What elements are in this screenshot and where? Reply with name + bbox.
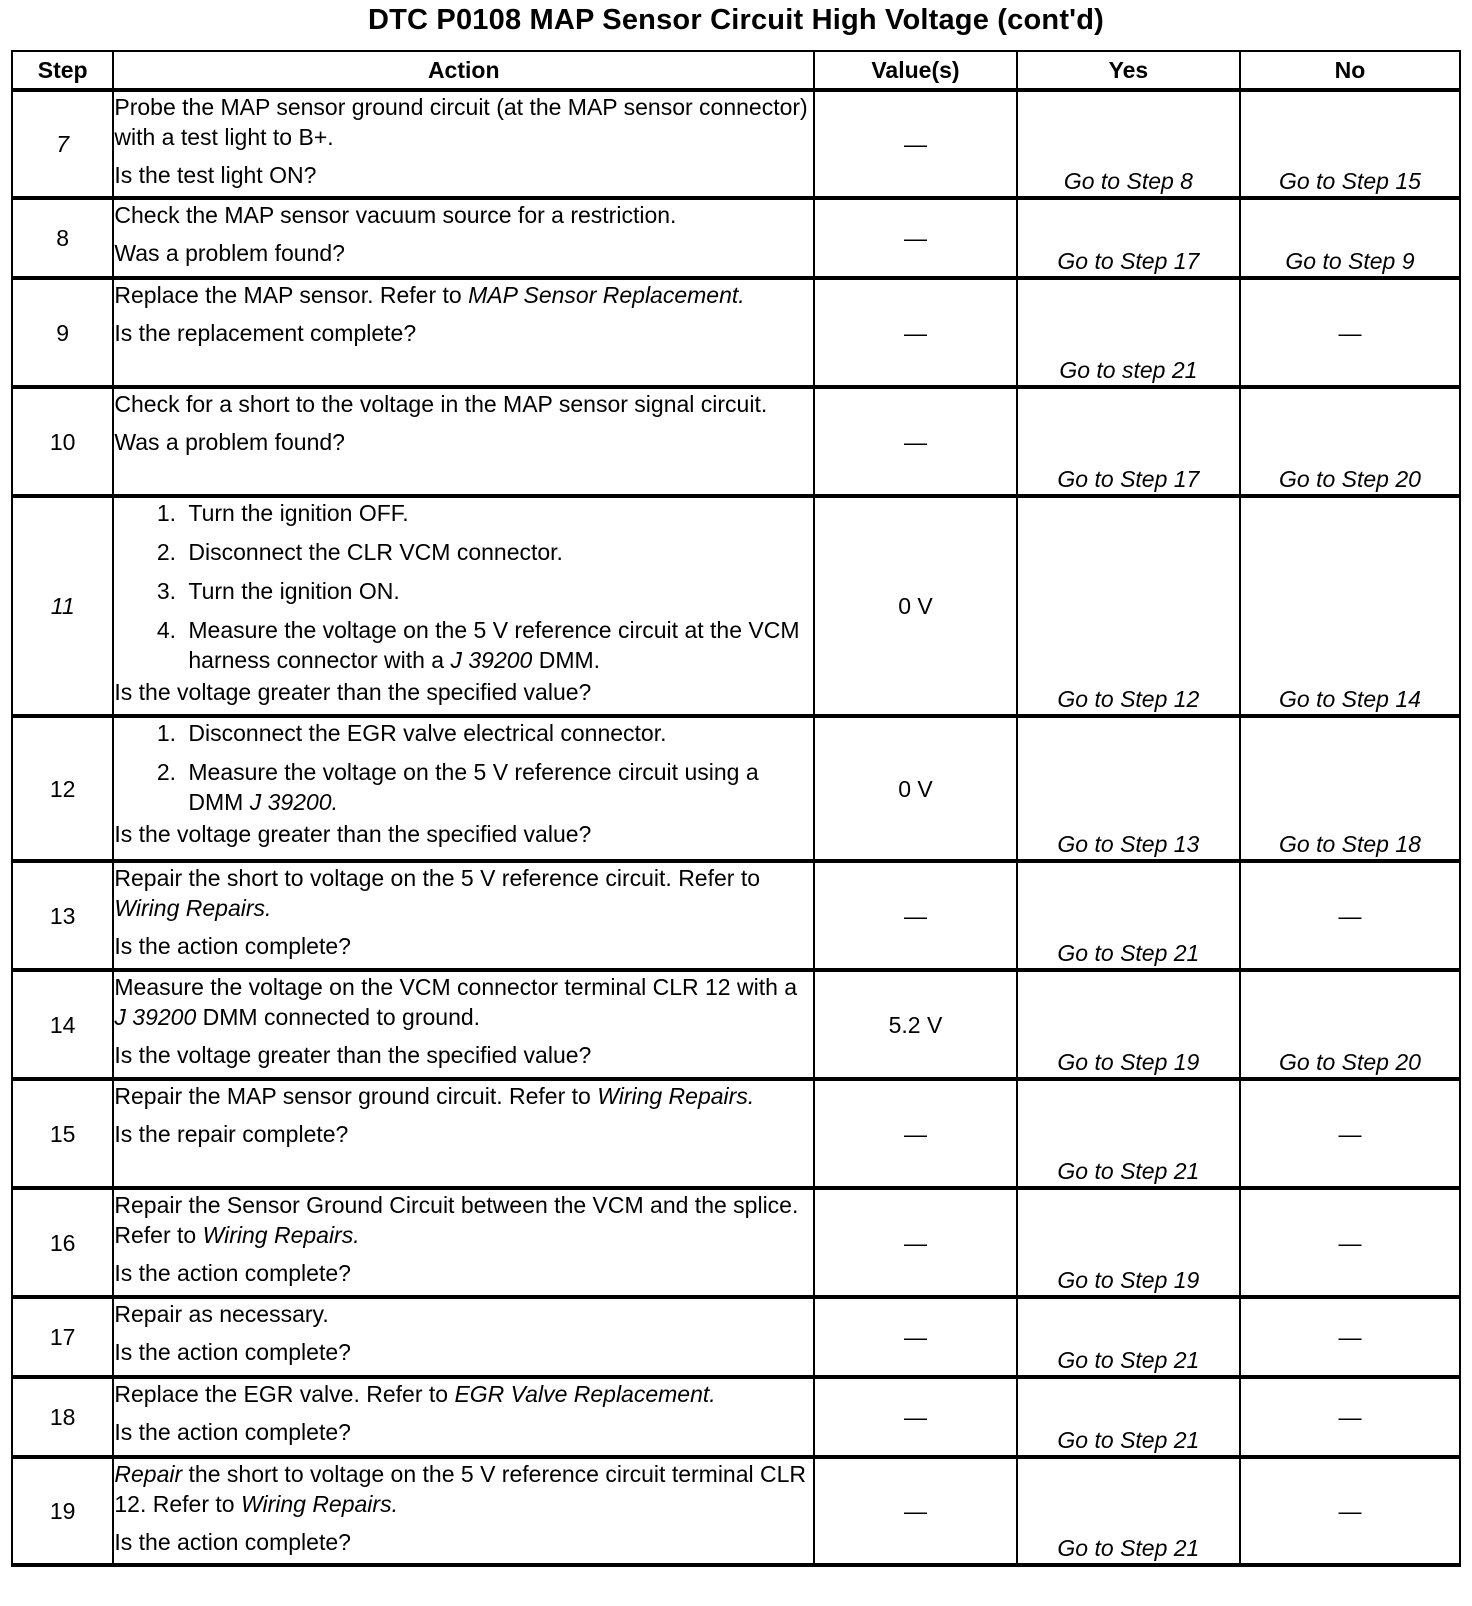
no-cell: Go to Step 18 [1240,716,1460,861]
step-number: 17 [12,1297,113,1377]
action-question: Is the action complete? [114,1419,351,1445]
step-number: 7 [12,90,113,198]
step-number: 18 [12,1377,113,1457]
action-text [114,1081,813,1111]
action-question: Was a problem found? [114,240,345,266]
value-cell: — [814,1377,1017,1457]
action-reference: Wiring Repairs. [114,895,272,921]
step-number: 15 [12,1079,113,1188]
yes-cell: Go to Step 13 [1017,716,1240,861]
procedure-item [182,615,813,675]
action-text-main: Repair the Sensor Ground Circuit between the VCM and the splice. Refer to [114,1192,799,1248]
yes-cell: Go to Step 21 [1017,1297,1240,1377]
diagnostic-table [11,50,1461,1567]
step-number: 14 [12,970,113,1079]
yes-cell: Go to Step 19 [1017,970,1240,1079]
tool-reference: J 39200. [249,789,338,815]
action-cell [113,1297,814,1377]
table-row [12,970,1460,1079]
table-row [12,1297,1460,1377]
header-yes: Yes [1017,51,1240,90]
action-text-main: Replace the EGR valve. Refer to [114,1381,449,1407]
table-row [12,496,1460,716]
action-question: Is the repair complete? [114,1121,349,1147]
action-reference: Wiring Repairs. [597,1083,755,1109]
action-text-tail: DMM connected to ground. [202,1004,481,1030]
yes-cell: Go to Step 19 [1017,1188,1240,1297]
table-row [12,90,1460,198]
procedure-list [114,498,813,675]
yes-cell: Go to Step 21 [1017,1377,1240,1457]
step-number: 12 [12,716,113,861]
header-values: Value(s) [814,51,1017,90]
action-text: Probe the MAP sensor ground circuit (at the MAP sensor connector) with a test light to B+. [114,94,808,150]
action-question: Is the voltage greater than the specified value? [114,679,592,705]
action-cell [113,278,814,387]
value-cell: — [814,861,1017,970]
action-question: Is the voltage greater than the specified value? [114,1042,592,1068]
action-text-main: Replace the MAP sensor. Refer to [114,282,462,308]
header-action: Action [113,51,814,90]
procedure-item: 2. Disconnect the CLR VCM connector. [182,537,813,567]
yes-cell: Go to Step 21 [1017,1457,1240,1565]
yes-cell: Go to Step 17 [1017,387,1240,496]
procedure-item: 1. Disconnect the EGR valve electrical connector. [182,718,813,748]
action-question: Is the action complete? [114,1529,351,1555]
action-cell [113,716,814,861]
no-cell: — [1240,1188,1460,1297]
action-text [114,972,813,1032]
action-text-main: Measure the voltage on the VCM connector terminal CLR 12 with a [114,974,798,1000]
no-cell: Go to Step 15 [1240,90,1460,198]
procedure-item: 1. Turn the ignition OFF. [182,498,813,528]
step-number: 9 [12,278,113,387]
action-cell [113,1188,814,1297]
tool-reference: J 39200 [450,647,533,673]
yes-cell: Go to Step 12 [1017,496,1240,716]
action-cell [113,1377,814,1457]
yes-cell: Go to step 21 [1017,278,1240,387]
yes-cell: Go to Step 17 [1017,198,1240,278]
value-cell: — [814,1079,1017,1188]
action-question: Is the replacement complete? [114,320,417,346]
procedure-item: 3. Turn the ignition ON. [182,576,813,606]
action-reference: EGR Valve Replacement. [454,1381,716,1407]
value-cell: — [814,387,1017,496]
table-row [12,278,1460,387]
action-text-lead: Repair [114,1461,183,1487]
procedure-list [114,718,813,817]
action-cell [113,90,814,198]
value-cell: — [814,1297,1017,1377]
action-question: Is the action complete? [114,1260,351,1286]
action-cell [113,496,814,716]
value-cell: — [814,198,1017,278]
no-cell: Go to Step 20 [1240,387,1460,496]
action-cell [113,861,814,970]
table-row [12,1457,1460,1565]
step-number: 13 [12,861,113,970]
step-number: 8 [12,198,113,278]
table-row [12,716,1460,861]
value-cell: — [814,278,1017,387]
action-question: Is the voltage greater than the specified value? [114,821,592,847]
procedure-item [182,757,813,817]
table-row [12,861,1460,970]
no-cell: — [1240,1377,1460,1457]
yes-cell: Go to Step 8 [1017,90,1240,198]
action-question: Is the action complete? [114,1339,351,1365]
no-cell: — [1240,1297,1460,1377]
step-number: 10 [12,387,113,496]
action-cell [113,1457,814,1565]
action-text [114,1459,813,1519]
value-cell: — [814,90,1017,198]
value-cell: — [814,1188,1017,1297]
action-text [114,1379,813,1409]
action-text [114,1190,813,1250]
action-text: Check for a short to the voltage in the MAP sensor signal circuit. [114,391,768,417]
table-row [12,387,1460,496]
table-row [12,198,1460,278]
no-cell: — [1240,278,1460,387]
value-cell: — [814,1457,1017,1565]
no-cell: — [1240,861,1460,970]
value-cell: 0 V [814,496,1017,716]
step-number: 16 [12,1188,113,1297]
tool-reference: J 39200 [114,1004,197,1030]
action-text: Repair as necessary. [114,1301,329,1327]
value-cell: 0 V [814,716,1017,861]
table-row [12,1188,1460,1297]
action-question: Was a problem found? [114,429,345,455]
table-row [12,1079,1460,1188]
action-question: Is the action complete? [114,933,351,959]
action-text-main: the short to voltage on the 5 V reference circuit terminal CLR 12. Refer to [114,1461,807,1517]
no-cell: — [1240,1079,1460,1188]
header-no: No [1240,51,1460,90]
action-cell [113,198,814,278]
procedure-item-text: Measure the voltage on the 5 V reference circuit using a DMM [188,759,759,815]
no-cell: Go to Step 9 [1240,198,1460,278]
no-cell: — [1240,1457,1460,1565]
step-number: 19 [12,1457,113,1565]
action-reference: Wiring Repairs. [240,1491,398,1517]
step-number: 11 [12,496,113,716]
action-text-main: Repair the MAP sensor ground circuit. Refer to [114,1083,591,1109]
action-question: Is the test light ON? [114,162,317,188]
value-cell: 5.2 V [814,970,1017,1079]
yes-cell: Go to Step 21 [1017,861,1240,970]
action-text: Check the MAP sensor vacuum source for a restriction. [114,202,677,228]
action-text-main: Repair the short to voltage on the 5 V reference circuit. Refer to [114,865,761,891]
action-cell [113,1079,814,1188]
page-title: DTC P0108 MAP Sensor Circuit High Voltage (cont'd) [367,4,1105,36]
no-cell: Go to Step 14 [1240,496,1460,716]
yes-cell: Go to Step 21 [1017,1079,1240,1188]
action-reference: MAP Sensor Replacement. [468,282,745,308]
procedure-item-text: Measure the voltage on the 5 V reference circuit at the VCM harness connector with a [188,617,800,673]
action-cell [113,970,814,1079]
table-header-row [12,51,1460,90]
action-text [114,280,813,310]
action-text [114,863,813,923]
procedure-item-tail: DMM. [538,647,601,673]
action-reference: Wiring Repairs. [202,1222,360,1248]
header-step: Step [12,51,113,90]
no-cell: Go to Step 20 [1240,970,1460,1079]
table-row [12,1377,1460,1457]
action-cell [113,387,814,496]
